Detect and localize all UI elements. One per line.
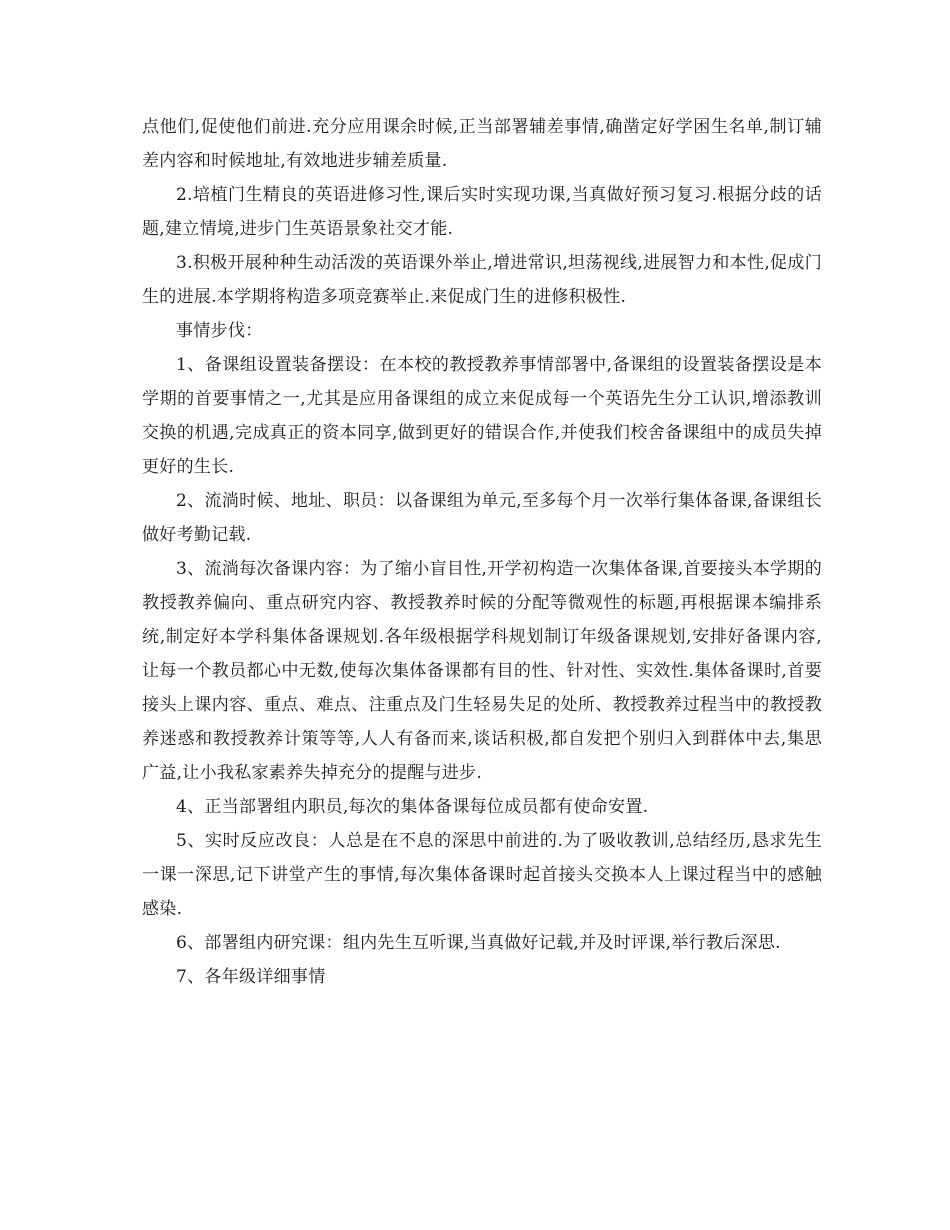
paragraph-step-1: 1、备课组设置装备摆设：在本校的教授教养事情部署中,备课组的设置装备摆设是本学期的首要事情之一,尤其是应用备课组的成立来促成每一个英语先生分工认识,增添教训交换的机遇,完成真正的资本同享,做到更好的错误合作,并使我们校舍备课组中的成员失掉更好的生长. <box>142 355 822 477</box>
paragraph-step-5: 5、实时反应改良：人总是在不息的深思中前进的.为了吸收教训,总结经历,恳求先生一课一深思,记下讲堂产生的事情,每次集体备课时起首接头交换本人上课过程当中的感触感染. <box>142 831 822 919</box>
document-body <box>142 110 822 994</box>
paragraph-step-2: 2、流淌时候、地址、职员：以备课组为单元,至多每个月一次举行集体备课,备课组长做好考勤记载. <box>142 491 822 545</box>
paragraph-item-2: 2.培植门生精良的英语进修习性,课后实时实现功课,当真做好预习复习.根据分歧的话题,建立情境,进步门生英语景象社交才能. <box>142 185 822 239</box>
paragraph-continuation: 点他们,促使他们前进.充分应用课余时候,正当部署辅差事情,确凿定好学困生名单,制订辅差内容和时候地址,有效地进步辅差质量. <box>142 117 822 171</box>
paragraph-step-7: 7、各年级详细事情 <box>176 967 326 987</box>
paragraph-steps-heading: 事情步伐： <box>176 321 263 341</box>
paragraph-step-6: 6、部署组内研究课：组内先生互听课,当真做好记载,并及时评课,举行教后深思. <box>176 933 781 953</box>
paragraph-item-3: 3.积极开展种种生动活泼的英语课外举止,增进常识,坦荡视线,进展智力和本性,促成门生的进展.本学期将构造多项竞赛举止.来促成门生的进修积极性. <box>142 253 822 307</box>
paragraph-step-3: 3、流淌每次备课内容：为了缩小盲目性,开学初构造一次集体备课,首要接头本学期的教授教养偏向、重点研究内容、教授教养时候的分配等微观性的标题,再根据课本编排系统,制定好本学科集体备课规划.各年级根据学科规划制订年级备课规划,安排好备课内容,让每一个教员都心中无数,使每次集体备课都有目的性、针对性、实效性.集体备课时,首要接头上课内容、重点、难点、注重点及门生轻易失足的处所、教授教养过程当中的教授教养迷惑和教授教养计策等等,人人有备而来,谈话积极,都自发把个别归入到群体中去,集思广益,让小我私家素养失掉充分的提醒与进步. <box>142 559 822 783</box>
paragraph-step-4: 4、正当部署组内职员,每次的集体备课每位成员都有使命安置. <box>176 797 649 817</box>
